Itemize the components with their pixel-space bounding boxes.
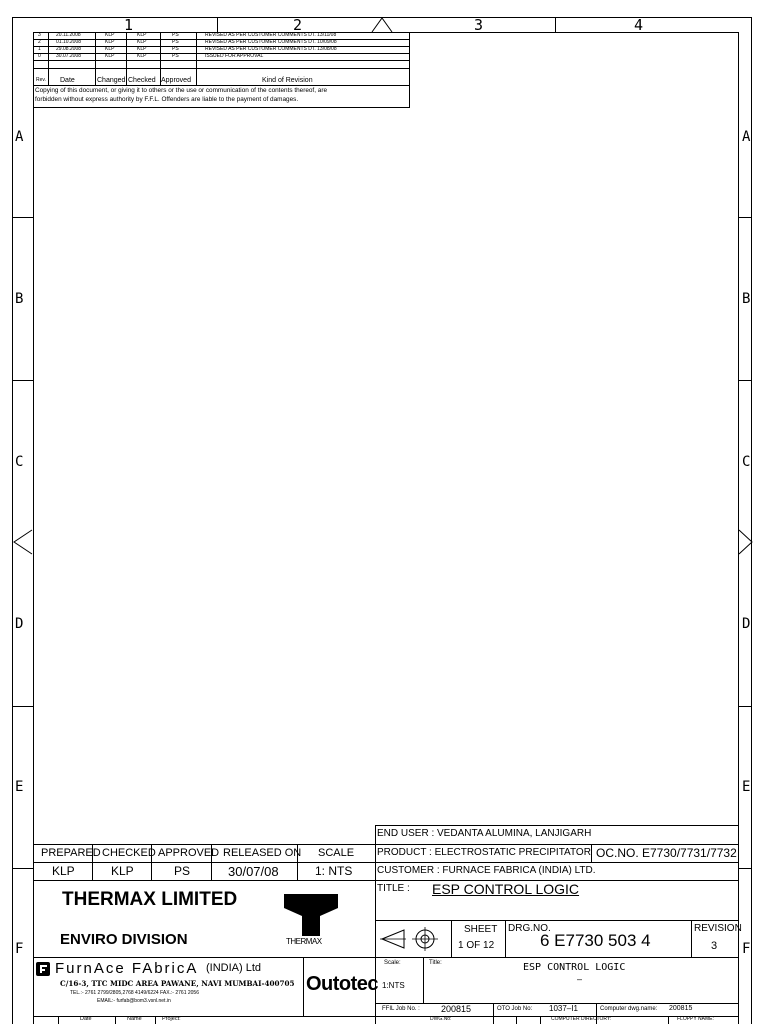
revision-approved: PS: [172, 39, 179, 45]
furnace-email: EMAIL:- furfab@bom3.vsnl.net.in: [97, 998, 171, 1004]
lower-title-value: ESP CONTROL LOGIC: [523, 962, 626, 973]
revision-date: 20.11.2008: [56, 32, 81, 38]
copyright-note-line2: forbidden without express authority by F.F.L. Offenders are liable to the payment of damages.: [35, 96, 299, 103]
drg-no: 6 E7730 503 4: [540, 931, 651, 950]
product: PRODUCT : ELECTROSTATIC PRECIPITATOR: [377, 847, 591, 858]
rev-header-date: Date: [60, 77, 75, 84]
title-block-line: [33, 957, 739, 958]
revision-checked: KLP: [137, 32, 147, 38]
signoff-value-checked: KLP: [111, 864, 134, 878]
footer-col-line: [58, 1016, 59, 1024]
zone-row-d-left: D: [15, 616, 24, 632]
furnace-tel: TEL.:- 2761 2799/2805,2768 4149/6224 FAX.:- 2761 2056: [70, 990, 199, 996]
furnace-name: FurnAce FAbricA: [55, 960, 199, 977]
zone-col-1: 1: [124, 16, 134, 34]
revision-kind: REVISED AS PER CUSTOMER COMMENTS DT. 10/09/08: [205, 39, 337, 45]
furnace-logo-icon: [36, 962, 50, 976]
ffil-job-label: FFIL Job No. :: [382, 1006, 420, 1012]
revision-checked: KLP: [137, 46, 147, 52]
zone-row-c-left: C: [15, 454, 24, 470]
center-marker-right-icon: [738, 528, 760, 558]
rev-header-approved: Approved: [161, 77, 191, 84]
zone-divider: [739, 217, 752, 218]
signoff-header-released: RELEASED ON: [223, 847, 302, 859]
signoff-header-approved: APPROVED: [158, 847, 220, 859]
drawing-title: ESP CONTROL LOGIC: [432, 881, 580, 897]
signoff-value-approved: PS: [174, 864, 191, 878]
rev-col-line: [126, 32, 127, 85]
revision-rev: 3: [38, 32, 41, 38]
zone-row-f-left: F: [15, 941, 24, 957]
lower-col-line: [516, 1016, 517, 1024]
ffil-job-value: 200815: [441, 1004, 472, 1014]
zone-divider: [555, 17, 556, 32]
footer-name: Name: [127, 1016, 142, 1022]
dwg-no-label: DWG.No:: [430, 1016, 452, 1022]
signoff-value-released: 30/07/08: [228, 864, 279, 879]
thermax-division: ENVIRO DIVISION: [60, 931, 188, 948]
revision-approved: PS: [172, 53, 179, 59]
oc-col-line: [591, 844, 592, 862]
zone-divider: [12, 868, 33, 869]
oto-job-value: 1037–I1: [549, 1004, 578, 1013]
zone-divider: [217, 17, 218, 32]
footer-project: Project:: [162, 1016, 181, 1022]
revision-changed: KLP: [105, 39, 115, 45]
title-block-line: [33, 880, 739, 881]
revision-value: 3: [711, 940, 718, 952]
revision-label: REVISION: [694, 923, 742, 934]
lower-col-line: [540, 1016, 541, 1024]
revision-rev: 1: [38, 46, 41, 52]
zone-divider: [739, 706, 752, 707]
thermax-logo-icon: [282, 892, 340, 940]
sheet-label: SHEET: [464, 924, 498, 935]
rev-col-line: [95, 32, 96, 85]
footer-col-line: [115, 1016, 116, 1024]
revision-date: 29.08.2008: [56, 46, 82, 52]
revision-approved: PS: [172, 32, 179, 38]
floppy-label: FLOPPY NAME:: [677, 1016, 714, 1022]
lower-col-line: [493, 1003, 494, 1024]
revision-checked: KLP: [137, 39, 147, 45]
furnace-suffix: (INDIA) Ltd: [206, 962, 262, 974]
title-block-line: [33, 862, 739, 863]
sheet-col-line: [451, 920, 452, 957]
customer: CUSTOMER : FURNACE FABRICA (INDIA) LTD.: [377, 865, 596, 876]
sheet-value: 1 OF 12: [458, 940, 495, 951]
outotec-logo: Outotec: [306, 973, 379, 995]
rev-row-line: [33, 68, 410, 69]
signoff-value-scale: 1: NTS: [315, 864, 353, 878]
zone-divider: [739, 380, 752, 381]
lower-scale-value: 1:NTS: [382, 981, 405, 990]
lower-title-dash: –: [577, 974, 583, 984]
title-block-line: [33, 844, 739, 845]
revision-approved: PS: [172, 46, 179, 52]
zone-col-4: 4: [634, 16, 644, 34]
revision-kind: REVISED AS PER CUSTOMER COMMENTS DT. 13/11/08: [205, 32, 337, 38]
lower-col-line: [668, 1016, 669, 1024]
revision-rev: 2: [38, 39, 41, 45]
zone-divider: [12, 380, 33, 381]
footer-date: Date: [80, 1016, 92, 1022]
thermax-logo-text: THERMAX: [286, 937, 322, 946]
revision-rev: 0: [38, 53, 41, 59]
zone-row-e-right: E: [742, 779, 751, 795]
zone-row-e-left: E: [15, 779, 24, 795]
computer-dir-label: COMPUTER DIRECTORY:: [551, 1016, 612, 1022]
zone-row-a-right: A: [742, 129, 751, 145]
logo-divider: [303, 957, 304, 1016]
signoff-header-prepared: PREPARED: [41, 847, 101, 859]
zone-divider: [739, 868, 752, 869]
zone-row-b-left: B: [15, 291, 24, 307]
title-block-line: [375, 920, 739, 921]
sheet-col-line: [691, 920, 692, 957]
revision-kind: ISSUED FOR APPROVAL: [205, 53, 264, 59]
lower-scale-label: Scale:: [384, 960, 401, 966]
thermax-company: THERMAX LIMITED: [62, 889, 238, 910]
zone-divider: [12, 706, 33, 707]
zone-col-3: 3: [474, 16, 484, 34]
projection-symbol-icon: [380, 925, 446, 953]
rev-row-line: [33, 85, 410, 86]
signoff-header-scale: SCALE: [318, 847, 355, 859]
copyright-note-line1: Copying of this document, or giving it to others or the use or communication of the contents thereof, are: [35, 87, 327, 94]
rev-col-line: [48, 32, 49, 85]
revision-kind: REVISED AS PER CUSTOMER COMMENTS DT. 13/08/08: [205, 46, 337, 52]
furnace-address: C/16-3, TTC MIDC AREA PAWANE, NAVI MUMBAI-400705: [60, 979, 295, 988]
revision-checked: KLP: [137, 53, 147, 59]
lower-col-line: [423, 957, 424, 1003]
title-block-line: [375, 825, 739, 826]
zone-row-b-right: B: [742, 291, 751, 307]
center-marker-icon: [370, 17, 400, 33]
signoff-value-prepared: KLP: [52, 864, 75, 878]
lower-title-label: Title:: [429, 960, 442, 966]
computer-dwg-value: 200815: [669, 1005, 693, 1012]
drg-no-label: DRG.NO.: [508, 923, 551, 934]
signoff-header-checked: CHECKED: [102, 847, 156, 859]
rev-header-rev: Rev.: [36, 77, 46, 83]
zone-row-a-left: A: [15, 129, 24, 145]
zone-row-c-right: C: [742, 454, 751, 470]
rev-col-line: [196, 32, 197, 85]
sheet-col-line: [505, 920, 506, 957]
oto-job-label: OTO Job No:: [497, 1006, 533, 1012]
rev-row-line: [33, 60, 410, 61]
zone-row-f-right: F: [742, 941, 751, 957]
revision-changed: KLP: [105, 46, 115, 52]
computer-dwg-label: Computer dwg.name:: [600, 1006, 658, 1012]
revision-changed: KLP: [105, 32, 115, 38]
title-label: TITLE :: [377, 883, 410, 894]
end-user: END USER : VEDANTA ALUMINA, LANJIGARH: [377, 828, 592, 839]
zone-col-2: 2: [293, 16, 303, 34]
center-marker-left-icon: [12, 528, 34, 558]
revision-date: 01.10.2008: [56, 39, 82, 45]
footer-col-line: [155, 1016, 156, 1024]
revision-changed: KLP: [105, 53, 115, 59]
zone-row-d-right: D: [742, 616, 751, 632]
zone-divider: [12, 217, 33, 218]
rev-header-checked: Checked: [128, 77, 156, 84]
rev-header-kind: Kind of Revision: [262, 77, 313, 84]
revision-date: 30.07.2008: [56, 53, 82, 59]
rev-header-changed: Changed: [97, 77, 126, 84]
oc-number: OC.NO. E7730/7731/7732: [596, 846, 737, 860]
